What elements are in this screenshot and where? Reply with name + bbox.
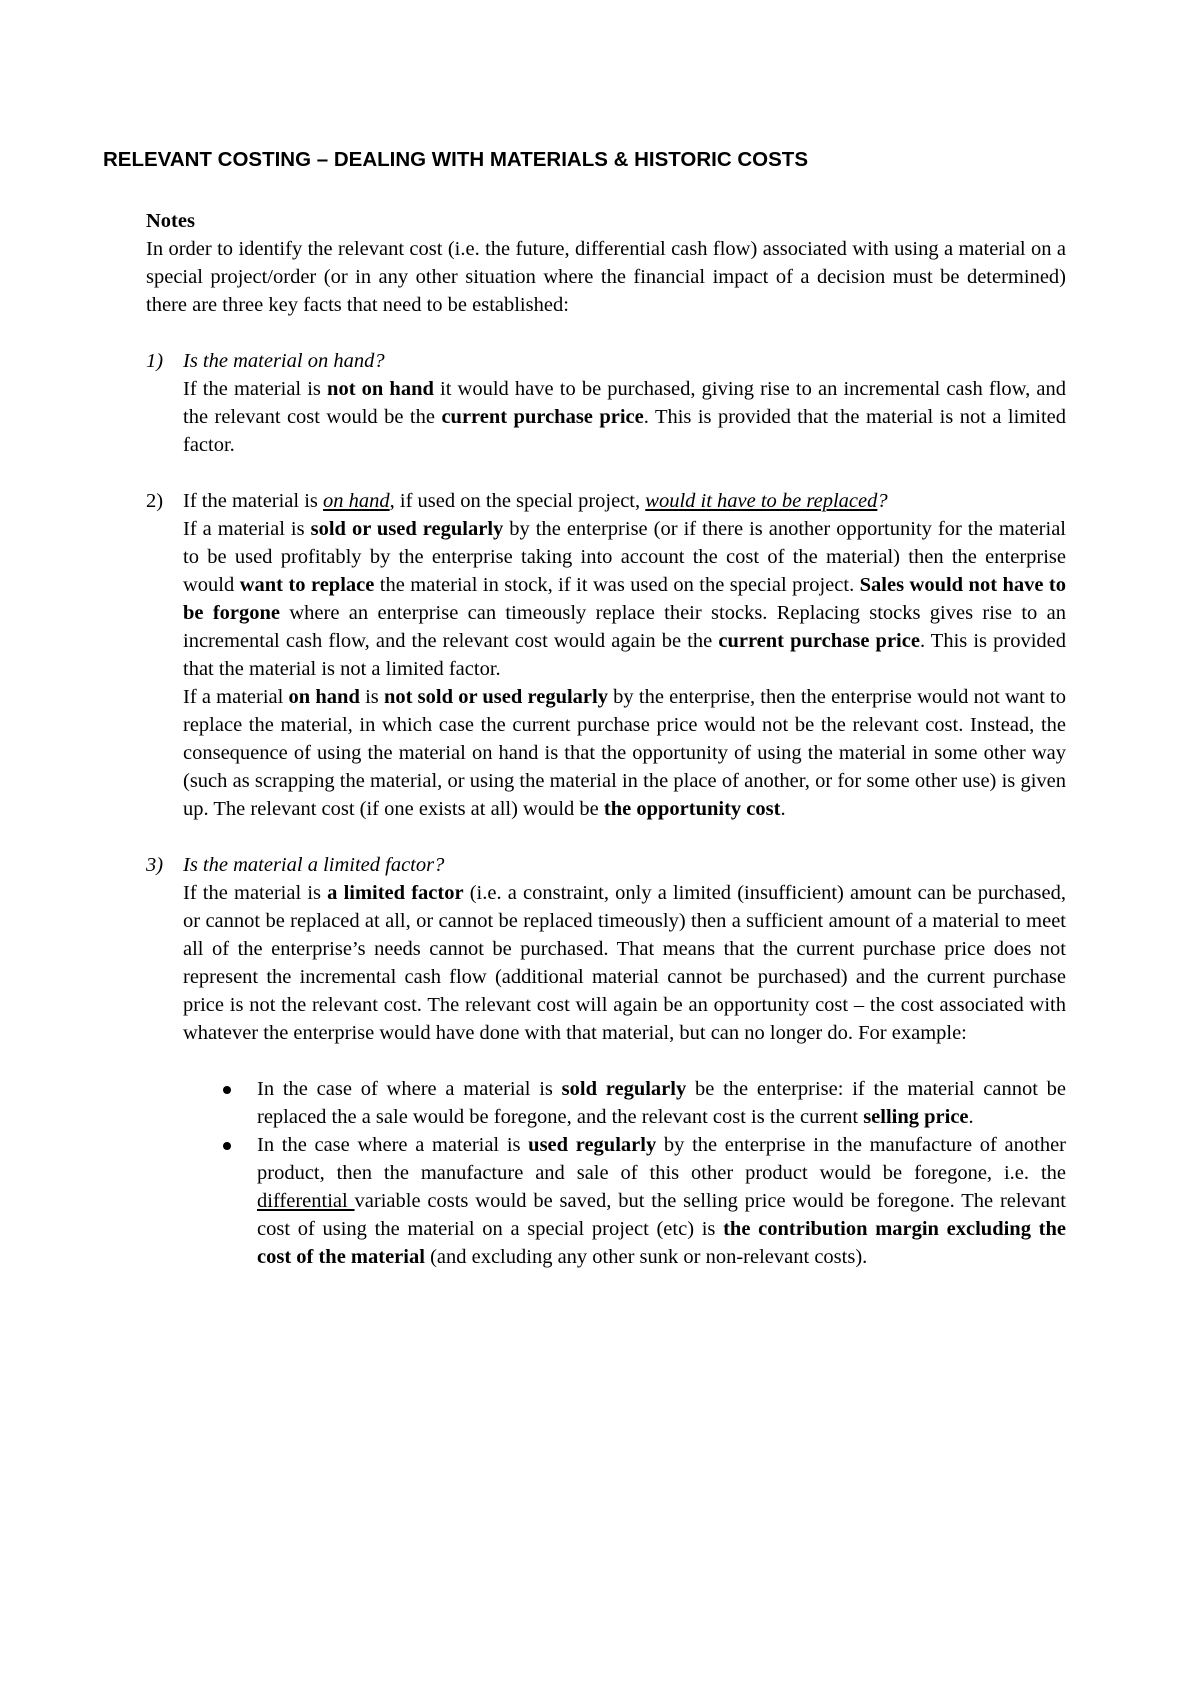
text-run: by the enterprise, then the enterprise would not want to replace the material, in which case the current purchase price would not be the relevant cost. Instead, the consequence of using the material on hand is that the opportunity of using the material in some other way (such as scrapping the material, or using the material in the place of another, or for some other use) is given up. The relevant cost (if one exists at all) would be [183, 686, 1066, 820]
item-question: Is the material on hand? [183, 350, 385, 372]
text-run: . This is provided that the material is not a limited factor. [183, 630, 1066, 680]
item-number: 2) [146, 490, 164, 512]
item-paragraph [183, 375, 1066, 459]
text-run: In the case where a material is [257, 1134, 529, 1156]
bullet-icon [223, 1142, 231, 1150]
text-run: If a material [183, 686, 289, 708]
bullet-icon [223, 1086, 231, 1094]
item-paragraph [183, 515, 1066, 683]
text-run: If the material is [183, 882, 328, 904]
text-run: variable costs would be saved, but the selling price would be foregone. The relevant cost of using the material on a special project (etc) is [257, 1190, 1066, 1240]
bold-run: not on hand [327, 378, 434, 400]
underlined-run: differential [257, 1190, 355, 1212]
bold-run: used regularly [528, 1134, 657, 1156]
item-paragraph [183, 879, 1066, 1047]
notes-heading: Notes [146, 210, 195, 232]
text-run: by the enterprise in the manufacture of another product, then the manufacture and sale of this other product would be foregone, i.e. the [257, 1134, 1066, 1184]
bold-run: sold regularly [561, 1078, 687, 1100]
item-number: 3) [146, 854, 164, 876]
underlined-run: would it have to be replaced [645, 490, 878, 512]
bold-run: not sold or used regularly [383, 686, 608, 708]
text-run: it would have to be purchased, giving rise to an incremental cash flow, and the relevant cost would be the [183, 378, 1066, 428]
notes-intro: In order to identify the relevant cost (i.e. the future, differential cash flow) associated with using a material on a special project/order (or in any other situation where the financial impact of a decision must be determined) there are three key facts that need to be established: [146, 238, 1066, 316]
text-run: . [968, 1106, 974, 1128]
bullet-text [257, 1131, 1066, 1271]
list-item-1 [146, 347, 1066, 459]
bold-run: the opportunity cost [603, 798, 781, 820]
page-title: RELEVANT COSTING – DEALING WITH MATERIALS & HISTORIC COSTS [103, 148, 808, 171]
text-run: (i.e. a constraint, only a limited (insufficient) amount can be purchased, or cannot be replaced at all, or cannot be replaced timeously) then a sufficient amount of a material to meet all of the enterprise’s needs cannot be purchased. That means that the current purchase price does not represent the incremental cash flow (additional material cannot be purchased) and the current purchase price is not the relevant cost. The relevant cost will again be an opportunity cost – the cost associated with whatever the enterprise would have done with that material, but can no longer do. For example: [183, 882, 1066, 1044]
text-run: ? [877, 490, 888, 512]
bullet-text [257, 1075, 1066, 1131]
document-body [146, 207, 1066, 1271]
bullet-list [183, 1075, 1066, 1271]
bold-run: the contribution margin excluding the cost of the material [257, 1218, 1066, 1268]
text-run: where an enterprise can timeously replace their stocks. Replacing stocks gives rise to an incremental cash flow, and the relevant cost would again be the [183, 602, 1066, 652]
bullet-item [220, 1131, 1066, 1271]
bold-run: current purchase price [718, 630, 920, 652]
list-item-2 [146, 487, 1066, 823]
text-run: If the material is [183, 378, 328, 400]
bold-run: selling price [863, 1106, 969, 1128]
bold-run: current purchase price [441, 406, 644, 428]
text-run: by the enterprise (or if there is another opportunity for the material to be used profitably by the enterprise taking into account the cost of the material) then the enterprise would [183, 518, 1066, 596]
text-run: , if used on the special project, [389, 490, 646, 512]
bold-run: want to replace [239, 574, 375, 596]
bold-run: sold or used regularly [310, 518, 504, 540]
item-paragraph [183, 683, 1066, 823]
text-run: the material in stock, if it was used on the special project. [374, 574, 860, 596]
text-run: be the enterprise: if the material cannot be replaced the a sale would be foregone, and the relevant cost is the current [257, 1078, 1067, 1128]
bullet-item [220, 1075, 1066, 1131]
item-question [183, 487, 1066, 515]
bold-run: a limited factor [327, 882, 464, 904]
text-run: If a material is [183, 518, 311, 540]
notes-section [146, 207, 1066, 319]
text-run: If the material is [183, 490, 324, 512]
bold-run: Sales would not have to be forgone [183, 574, 1066, 624]
text-run: . [780, 798, 786, 820]
text-run: In the case of where a material is [257, 1078, 562, 1100]
item-question: Is the material a limited factor? [183, 854, 445, 876]
underlined-run: on hand [323, 490, 390, 512]
text-run: (and excluding any other sunk or non-relevant costs). [424, 1246, 868, 1268]
item-number: 1) [146, 350, 164, 372]
text-run: . This is provided that the material is not a limited factor. [183, 406, 1066, 456]
list-item-3 [146, 851, 1066, 1271]
bold-run: on hand [288, 686, 360, 708]
text-run: is [359, 686, 384, 708]
